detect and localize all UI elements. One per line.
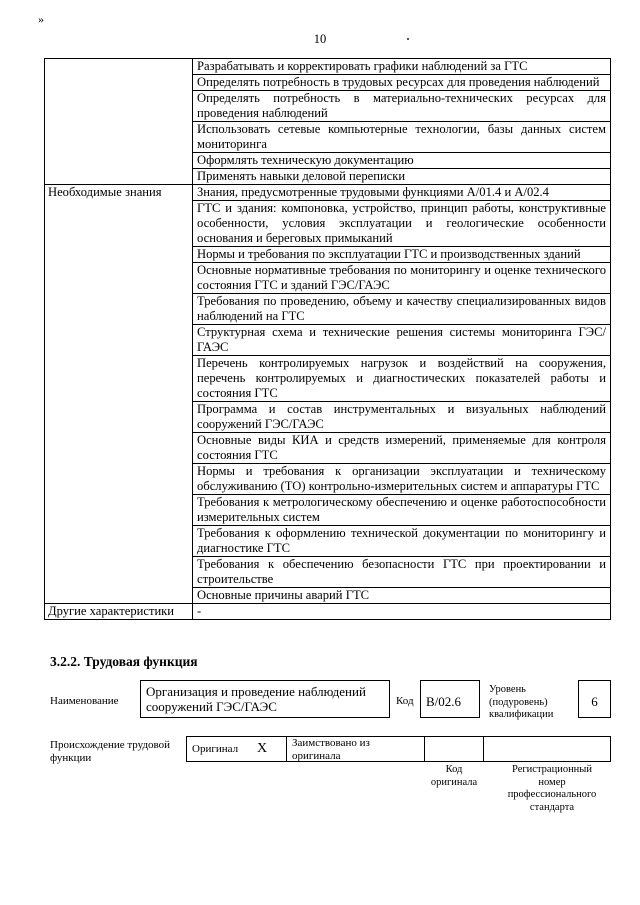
- row-category: [45, 201, 193, 247]
- table-row: [45, 557, 611, 588]
- row-category: [45, 495, 193, 526]
- original-mark: X: [257, 741, 268, 756]
- row-category: [45, 356, 193, 402]
- row-category: [45, 588, 193, 604]
- code-value: В/02.6: [426, 694, 462, 709]
- origin-label: Происхождение трудовой функции: [50, 739, 171, 764]
- corner-mark: »: [38, 12, 44, 26]
- original-label: Оригинал: [192, 743, 239, 755]
- name-value: Организация и проведение наблюдений сооружений ГЭС/ГАЭС: [146, 684, 366, 714]
- origin-divider-1: [286, 736, 287, 762]
- table-row: [45, 402, 611, 433]
- row-category: [45, 433, 193, 464]
- row-item: Определять потребность в материально-технических ресурсах для проведения наблюдений: [193, 91, 611, 122]
- table-row: [45, 325, 611, 356]
- row-item: Нормы и требования к организации эксплуатации и техническому обслуживанию (ТО) контрольно-измерительных систем и аппаратуры ГТС: [193, 464, 611, 495]
- row-item: Требования к оформлению технической документации по мониторингу и диагностике ГТС: [193, 526, 611, 557]
- table-row: [45, 91, 611, 122]
- row-category: [45, 91, 193, 122]
- row-category: [45, 75, 193, 91]
- row-category: [45, 294, 193, 325]
- table-row: [45, 526, 611, 557]
- row-item: Требования по проведению, объему и качеству специализированных видов наблюдений на ГТС: [193, 294, 611, 325]
- row-item: Требования к метрологическому обеспечению и оценке работоспособности измерительных систем: [193, 495, 611, 526]
- code-original-caption: Код оригинала: [430, 764, 478, 788]
- level-value: 6: [591, 694, 598, 709]
- row-item: Применять навыки деловой переписки: [193, 169, 611, 185]
- row-item: ГТС и здания: компоновка, устройство, принцип работы, конструктивные особенности, условия эксплуатации и геологические особенности основания и береговых примыканий: [193, 201, 611, 247]
- row-item: Определять потребность в трудовых ресурсах для проведения наблюдений: [193, 75, 611, 91]
- name-label: Наименование: [50, 695, 119, 707]
- table-row: [45, 185, 611, 201]
- row-item: Разрабатывать и корректировать графики наблюдений за ГТС: [193, 59, 611, 75]
- reg-number-caption: Регистрационный номер профессионального стандарта: [507, 764, 597, 813]
- table-row: [45, 495, 611, 526]
- table-row: [45, 59, 611, 75]
- row-category: [45, 263, 193, 294]
- table-row: [45, 356, 611, 402]
- table-row: [45, 169, 611, 185]
- row-category: [45, 526, 193, 557]
- row-item: Программа и состав инструментальных и визуальных наблюдений сооружений ГЭС/ГАЭС: [193, 402, 611, 433]
- table-row: [45, 122, 611, 153]
- row-item: Требования к обеспечению безопасности ГТС при проектировании и строительстве: [193, 557, 611, 588]
- row-item: Структурная схема и технические решения системы мониторинга ГЭС/ГАЭС: [193, 325, 611, 356]
- table-row: [45, 433, 611, 464]
- table-row: [45, 588, 611, 604]
- row-item: Использовать сетевые компьютерные технологии, базы данных систем мониторинга: [193, 122, 611, 153]
- page-number: 10: [313, 32, 327, 46]
- row-category: [45, 247, 193, 263]
- row-item: Нормы и требования по эксплуатации ГТС и производственных зданий: [193, 247, 611, 263]
- row-item: Основные причины аварий ГТС: [193, 588, 611, 604]
- row-category: [45, 122, 193, 153]
- row-item: -: [193, 604, 611, 620]
- origin-divider-3: [483, 736, 484, 762]
- table-row: [45, 464, 611, 495]
- row-category: [45, 557, 193, 588]
- row-item: Основные нормативные требования по мониторингу и оценке технического состояния ГТС и зданий ГЭС/ГАЭС: [193, 263, 611, 294]
- table-row: [45, 153, 611, 169]
- row-item: Знания, предусмотренные трудовыми функциями А/01.4 и А/02.4: [193, 185, 611, 201]
- row-category: [45, 402, 193, 433]
- row-category: Необходимые знания: [45, 185, 193, 201]
- row-category: Другие характеристики: [45, 604, 193, 620]
- level-label: Уровень (подуровень) квалификации: [489, 684, 554, 720]
- table-row: [45, 247, 611, 263]
- table-row: [45, 201, 611, 247]
- row-item: Перечень контролируемых нагрузок и воздействий на сооружения, перечень контролируемых и диагностических показателей работы и состояния ГТС: [193, 356, 611, 402]
- borrowed-label: Заимствовано из оригинала: [292, 737, 370, 762]
- row-category: [45, 325, 193, 356]
- table-row: [45, 604, 611, 620]
- row-category: [45, 169, 193, 185]
- table-row: [45, 75, 611, 91]
- section-title: 3.2.2. Трудовая функция: [50, 654, 198, 669]
- table-row: [45, 294, 611, 325]
- row-category: [45, 59, 193, 75]
- row-category: [45, 464, 193, 495]
- row-category: [45, 153, 193, 169]
- table-row: [45, 263, 611, 294]
- origin-divider-2: [424, 736, 425, 762]
- knowledge-skills-table: [44, 58, 611, 620]
- row-item: Основные виды КИА и средств измерений, применяемые для контроля состояния ГТС: [193, 433, 611, 464]
- code-label: Код: [396, 695, 414, 707]
- row-item: Оформлять техническую документацию: [193, 153, 611, 169]
